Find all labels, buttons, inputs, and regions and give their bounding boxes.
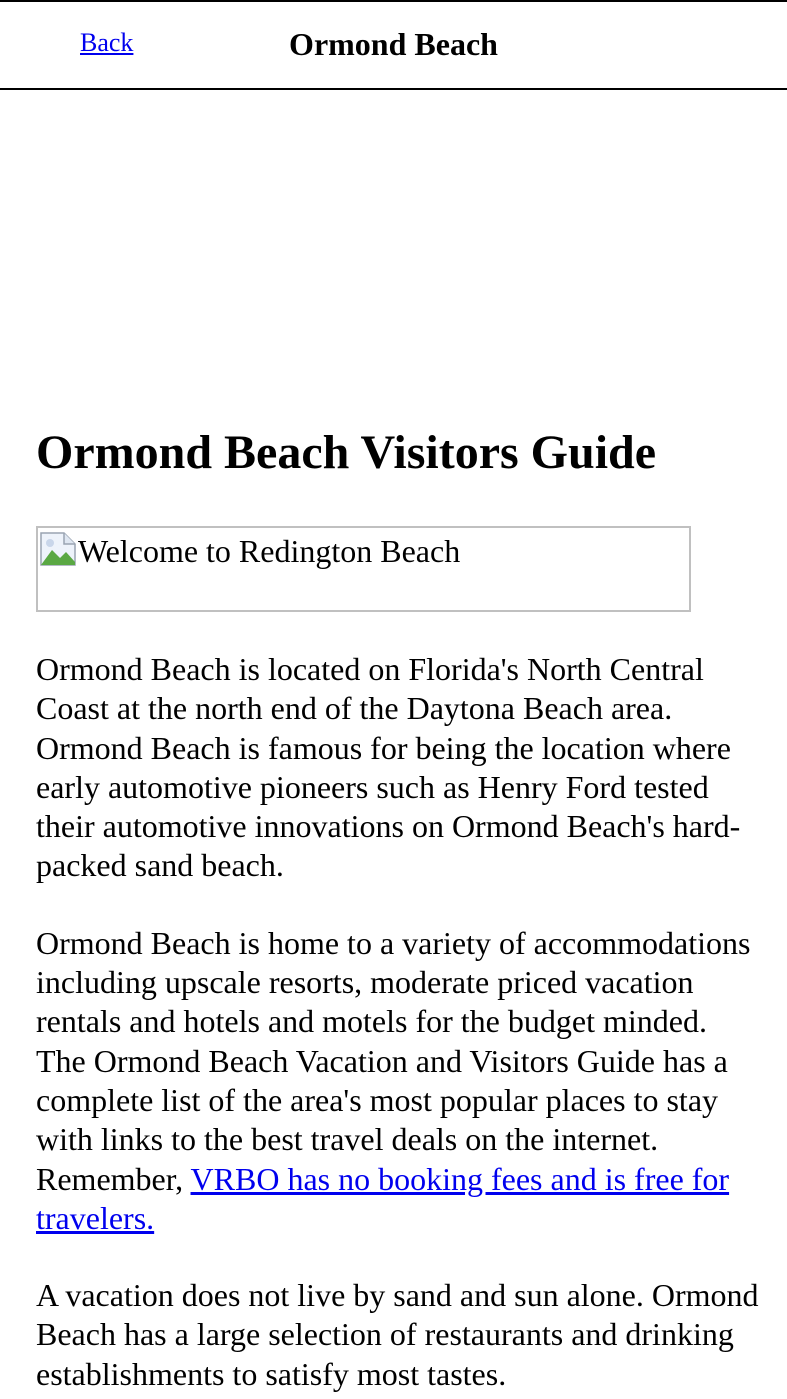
image-alt-text: Welcome to Redington Beach xyxy=(78,533,461,569)
intro-paragraph: Ormond Beach is located on Florida's North Central Coast at the north end of the Daytona Beach area. Ormond Beach is famous for being the location where early automotive pioneers such as Henry Ford tested their automotive innovations on Ormond Beach's hard-packed sand beach. xyxy=(36,651,741,884)
dining-paragraph: A vacation does not live by sand and sun alone. Ormond Beach has a large selection of restaurants and drinking establishments to satisfy most tastes. xyxy=(36,1277,759,1392)
ad-space xyxy=(0,90,787,410)
vrbo-link[interactable]: VRBO has no booking fees and is free for travelers. xyxy=(36,1160,730,1236)
accommodations-paragraph xyxy=(36,924,761,1238)
page-title: Ormond Beach xyxy=(289,26,498,62)
welcome-image xyxy=(36,526,691,612)
accommodations-text: Ormond Beach is home to a variety of accommodations including upscale resorts, moderate priced vacation rentals and hotels and motels for the budget minded. The Ormond Beach Vacation and Visitors Guide has a complete list of the area's most popular places to stay with links to the best travel deals on the internet. Remember, xyxy=(36,924,751,1197)
guide-heading: Ormond Beach Visitors Guide xyxy=(36,426,657,479)
main-content xyxy=(36,422,761,1394)
broken-image-icon xyxy=(40,532,76,566)
top-bar xyxy=(0,0,787,90)
back-link[interactable]: Back xyxy=(80,28,134,57)
